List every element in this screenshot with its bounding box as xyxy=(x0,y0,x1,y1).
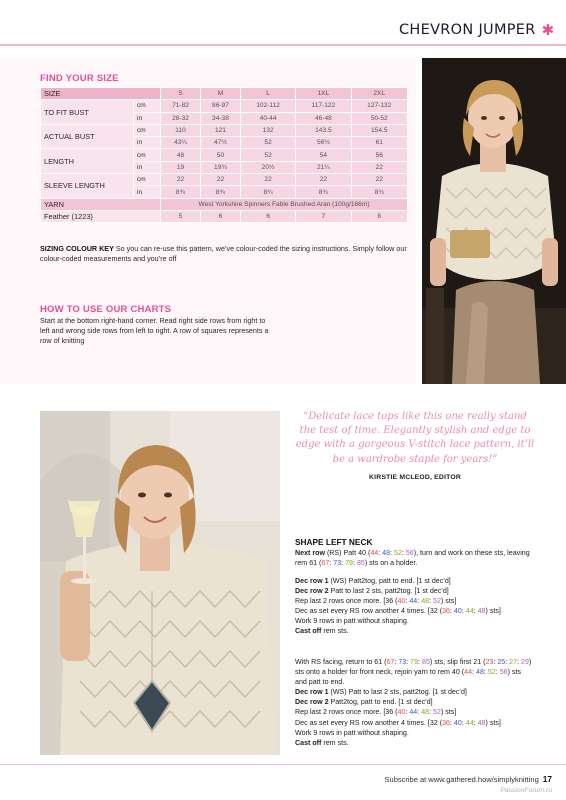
instruction-text: 56 xyxy=(405,549,414,557)
shape-para-3 xyxy=(295,657,532,748)
instruction-text: : xyxy=(461,718,466,727)
instruction-text: : xyxy=(406,658,411,666)
instruction-text: 40 xyxy=(397,597,406,606)
instruction-text: : xyxy=(378,549,383,557)
header-title-bar xyxy=(393,16,566,44)
size-cell: 110 xyxy=(161,124,201,136)
instruction-text: : xyxy=(473,607,478,616)
instruction-text: : xyxy=(417,597,422,606)
instruction-text: 73 xyxy=(333,559,342,568)
footer xyxy=(385,774,552,784)
instruction-line xyxy=(295,626,532,636)
instruction-line xyxy=(295,657,532,687)
instruction-text: 73 xyxy=(398,658,407,666)
photo-woman-clutch xyxy=(422,58,566,384)
size-header-s: S xyxy=(161,88,201,100)
instruction-term: Dec row 1 xyxy=(295,688,329,697)
instruction-text: 25 xyxy=(497,658,506,666)
instruction-text: 44 xyxy=(464,668,473,677)
size-cell: 22 xyxy=(161,174,201,186)
instruction-text: : xyxy=(429,708,434,717)
size-cell: 40-44 xyxy=(240,112,295,124)
size-cell: 8¾ xyxy=(161,186,201,198)
sizing-key-text: So you can re-use this pattern, we’ve colour-coded the sizing instructions. Simply follow our colour-coded measurements and you’re off xyxy=(40,244,407,264)
instruction-term: Cast off xyxy=(295,627,322,636)
instruction-text: : xyxy=(418,658,422,666)
size-cell: 8¾ xyxy=(296,186,351,198)
measurement-label: SLEEVE LENGTH xyxy=(41,174,134,199)
size-cell: 19 xyxy=(161,161,201,173)
instruction-text: 40 xyxy=(453,607,462,616)
unit-label: in xyxy=(134,112,161,124)
instruction-term: Dec row 1 xyxy=(295,577,329,585)
instruction-term: Dec row 2 xyxy=(295,587,329,596)
yarn-row xyxy=(41,198,408,210)
instruction-text: : xyxy=(461,607,466,616)
instruction-text: 79 xyxy=(410,658,419,666)
size-cell: 22 xyxy=(200,174,240,186)
instruction-text: 48 xyxy=(421,708,430,717)
instruction-text: : xyxy=(417,708,422,717)
instruction-text: 67 xyxy=(386,658,395,666)
instruction-text: ) sts] xyxy=(485,718,501,727)
instruction-text: Rep last 2 rows once more. [36 ( xyxy=(295,708,398,717)
instruction-line xyxy=(295,707,532,717)
instruction-line xyxy=(295,616,532,626)
instruction-text: : xyxy=(429,597,434,606)
yarn-label: YARN xyxy=(41,198,161,210)
size-table xyxy=(40,87,408,223)
unit-label: cm xyxy=(134,100,161,112)
instruction-text: : xyxy=(473,718,478,727)
unit-label: in xyxy=(134,186,161,198)
size-row xyxy=(41,174,408,186)
instruction-text: 56 xyxy=(499,668,508,677)
instruction-text: 48 xyxy=(477,718,486,727)
instruction-text: : xyxy=(329,559,334,568)
instruction-text: 36 xyxy=(442,607,450,616)
instruction-text: 40 xyxy=(397,708,406,717)
shape-para-2 xyxy=(295,576,532,637)
size-cell: 47½ xyxy=(200,137,240,149)
instruction-text: 48 xyxy=(382,549,391,557)
size-cell: 71-82 xyxy=(161,100,201,112)
instruction-text: : xyxy=(353,559,357,568)
photo-woman-clutch-illustration xyxy=(422,58,566,384)
size-cell: 28-32 xyxy=(161,112,201,124)
instruction-text: rem sts. xyxy=(321,738,349,747)
instruction-text: : xyxy=(472,668,476,677)
size-row xyxy=(41,100,408,112)
shape-para-1 xyxy=(295,548,532,568)
instruction-text: 79 xyxy=(345,559,353,568)
instruction-text: : xyxy=(394,658,399,666)
instruction-line xyxy=(295,576,532,586)
instruction-text: Dec as set every RS row another 4 times. [32 ( xyxy=(295,718,443,727)
instruction-text: ) sts] xyxy=(485,607,501,616)
size-cell: 50-52 xyxy=(351,112,407,124)
size-cell: 127-132 xyxy=(351,100,407,112)
instruction-text: 52 xyxy=(394,549,402,557)
unit-label: cm xyxy=(134,149,161,161)
instruction-text: 44 xyxy=(409,708,418,717)
instruction-text: : xyxy=(341,559,346,568)
instruction-text: 44 xyxy=(465,718,474,727)
feather-cell: 7 xyxy=(296,210,351,222)
instruction-text: Patt2tog, patt to end. [1 st dec’d] xyxy=(328,698,433,707)
charts-text: Start at the bottom right-hand corner. Read right side rows from right to left and wrong side rows from left to right. A row of squares represents a row of knitting xyxy=(40,316,269,346)
instruction-text: (WS) Patt2tog, patt to end. [1 st dec’d] xyxy=(328,577,451,585)
header-divider xyxy=(0,44,566,46)
instruction-text: : xyxy=(517,658,521,666)
size-cell: 20½ xyxy=(240,161,295,173)
instruction-text: 23 xyxy=(485,658,494,666)
subscribe-link[interactable]: Subscribe at www.gathered.how/simplyknitting xyxy=(384,775,539,784)
instruction-text: : xyxy=(493,658,498,666)
footer-divider xyxy=(0,764,566,765)
instruction-text: : xyxy=(405,708,410,717)
instruction-text: rem sts. xyxy=(321,627,349,636)
pattern-title: CHEVRON JUMPER xyxy=(399,22,536,38)
instruction-text: : xyxy=(505,658,510,666)
size-cell: 117-122 xyxy=(296,100,351,112)
editor-quote: “Delicate lace tops like this one really stand the test of time. Elegantly stylish and edge to edge with a gorgeous V-stitch lace pattern, it’ll be a wardrobe staple for years!” xyxy=(295,411,535,465)
measurement-label: LENGTH xyxy=(41,149,134,174)
star-icon: ✱ xyxy=(541,22,555,39)
instruction-text: ) sts on a holder. xyxy=(364,559,418,568)
instruction-text: 52 xyxy=(433,597,441,606)
size-cell: 8¾ xyxy=(240,186,295,198)
feather-cell: 8 xyxy=(351,210,407,222)
instruction-text: Patt to last 2 sts, patt2tog. [1 st dec’d] xyxy=(328,587,449,596)
instruction-text: 52 xyxy=(487,668,496,677)
feather-label: Feather (1223) xyxy=(41,210,161,222)
instruction-text: 48 xyxy=(421,597,430,606)
size-cell: 50 xyxy=(200,149,240,161)
size-cell: 132 xyxy=(240,124,295,136)
instruction-text: ) sts] xyxy=(440,597,457,606)
instruction-line xyxy=(295,728,532,738)
size-cell: 8¾ xyxy=(351,186,407,198)
instruction-line xyxy=(295,687,532,697)
instruction-text: : xyxy=(449,718,454,727)
watermark: PassionForum.ru xyxy=(500,787,552,794)
measurement-label: TO FIT BUST xyxy=(41,100,134,125)
size-cell: 22 xyxy=(296,174,351,186)
size-cell: 154.5 xyxy=(351,124,407,136)
instruction-text: : xyxy=(495,668,500,677)
instruction-text: (WS) Patt to last 2 sts, patt2tog. [1 st dec’d] xyxy=(328,688,467,697)
instruction-text: 36 xyxy=(442,718,450,727)
instruction-text: Work 9 rows in patt without shaping. xyxy=(295,617,409,626)
photo-woman-wine xyxy=(40,411,280,755)
size-cell: 121 xyxy=(200,124,240,136)
instruction-text: : xyxy=(401,549,406,557)
size-cell: 46-48 xyxy=(296,112,351,124)
size-cell: 19¾ xyxy=(200,161,240,173)
instruction-term: Next row xyxy=(295,549,325,557)
size-cell: 48 xyxy=(161,149,201,161)
sizing-colour-key xyxy=(40,244,410,264)
unit-label: in xyxy=(134,161,161,173)
unit-label: in xyxy=(134,137,161,149)
instruction-text: 40 xyxy=(453,718,462,727)
size-table-body xyxy=(41,88,408,223)
instruction-text: With RS facing, return to 61 ( xyxy=(295,658,387,666)
unit-label: cm xyxy=(134,174,161,186)
instruction-text: ) sts onto a holder for front neck, rejoin yarn to rem 40 ( xyxy=(295,658,532,677)
instruction-text: 44 xyxy=(465,607,474,616)
measurement-label: ACTUAL BUST xyxy=(41,124,134,149)
size-cell: 43¼ xyxy=(161,137,201,149)
size-header-label: SIZE xyxy=(41,88,161,100)
instruction-line xyxy=(295,596,532,606)
size-cell: 22 xyxy=(351,161,407,173)
shape-left-neck-heading: SHAPE LEFT NECK xyxy=(295,537,373,547)
size-row xyxy=(41,124,408,136)
unit-label: cm xyxy=(134,124,161,136)
instruction-text: Work 9 rows in patt without shaping. xyxy=(295,728,409,737)
size-header-l: L xyxy=(240,88,295,100)
size-cell: 21¼ xyxy=(296,161,351,173)
instruction-text: (RS) Patt 40 ( xyxy=(324,549,371,557)
instruction-text: 85 xyxy=(422,658,430,666)
instruction-text: 52 xyxy=(433,708,441,717)
feather-row xyxy=(41,210,408,222)
size-cell: 86-97 xyxy=(200,100,240,112)
size-cell: 102-112 xyxy=(240,100,295,112)
instruction-text: 85 xyxy=(356,559,365,568)
instruction-text: Dec as set every RS row another 4 times. [32 ( xyxy=(295,607,443,616)
size-cell: 54 xyxy=(296,149,351,161)
size-cell: 61 xyxy=(351,137,407,149)
instruction-text: 27 xyxy=(509,658,518,666)
instruction-text: 67 xyxy=(321,559,330,568)
size-header-m: M xyxy=(200,88,240,100)
feather-cell: 6 xyxy=(240,210,295,222)
instruction-text: ), turn and work on these sts, leaving rem 61 ( xyxy=(295,549,530,568)
instruction-text: ) sts and patt to end. xyxy=(295,668,521,687)
instruction-text: ) sts, slip first 21 ( xyxy=(429,658,486,666)
instruction-line xyxy=(295,697,532,707)
size-header-2xl: 2XL xyxy=(351,88,407,100)
size-cell: 56 xyxy=(351,149,407,161)
size-cell: 52 xyxy=(240,149,295,161)
size-cell: 34-38 xyxy=(200,112,240,124)
instruction-line xyxy=(295,586,532,596)
instruction-text: ) sts] xyxy=(440,708,457,717)
instruction-text: : xyxy=(449,607,454,616)
instruction-text: : xyxy=(390,549,394,557)
charts-heading: HOW TO USE OUR CHARTS xyxy=(40,304,172,315)
feather-cell: 6 xyxy=(200,210,240,222)
instruction-text: Rep last 2 rows once more. [36 ( xyxy=(295,597,398,606)
size-cell: 22 xyxy=(351,174,407,186)
page-number: 17 xyxy=(542,774,552,784)
size-cell: 8¾ xyxy=(200,186,240,198)
size-cell: 143.5 xyxy=(296,124,351,136)
instruction-term: Dec row 2 xyxy=(295,698,329,707)
instruction-text: 44 xyxy=(409,597,418,606)
size-header-row xyxy=(41,88,408,100)
size-cell: 52 xyxy=(240,137,295,149)
instruction-text: 44 xyxy=(370,549,379,557)
instruction-term: Cast off xyxy=(295,738,322,747)
size-cell: 22 xyxy=(240,174,295,186)
instruction-text: : xyxy=(483,668,488,677)
size-row xyxy=(41,149,408,161)
instruction-line xyxy=(295,718,532,728)
quote-author: KIRSTIE MCLEOD, EDITOR xyxy=(369,474,461,481)
instruction-text: 48 xyxy=(476,668,484,677)
feather-cell: 5 xyxy=(161,210,201,222)
sizing-key-label: SIZING COLOUR KEY xyxy=(40,244,114,253)
instruction-line xyxy=(295,606,532,616)
instruction-text: 29 xyxy=(521,658,529,666)
find-size-heading: FIND YOUR SIZE xyxy=(40,73,119,84)
size-cell: 56½ xyxy=(296,137,351,149)
instruction-text: : xyxy=(405,597,410,606)
instruction-line xyxy=(295,738,532,748)
size-header-1xl: 1XL xyxy=(296,88,351,100)
yarn-value: West Yorkshire Spinners Fable Brushed Aran (100g/166m) xyxy=(161,198,408,210)
photo-woman-wine-illustration xyxy=(40,411,280,755)
instruction-text: 48 xyxy=(477,607,486,616)
